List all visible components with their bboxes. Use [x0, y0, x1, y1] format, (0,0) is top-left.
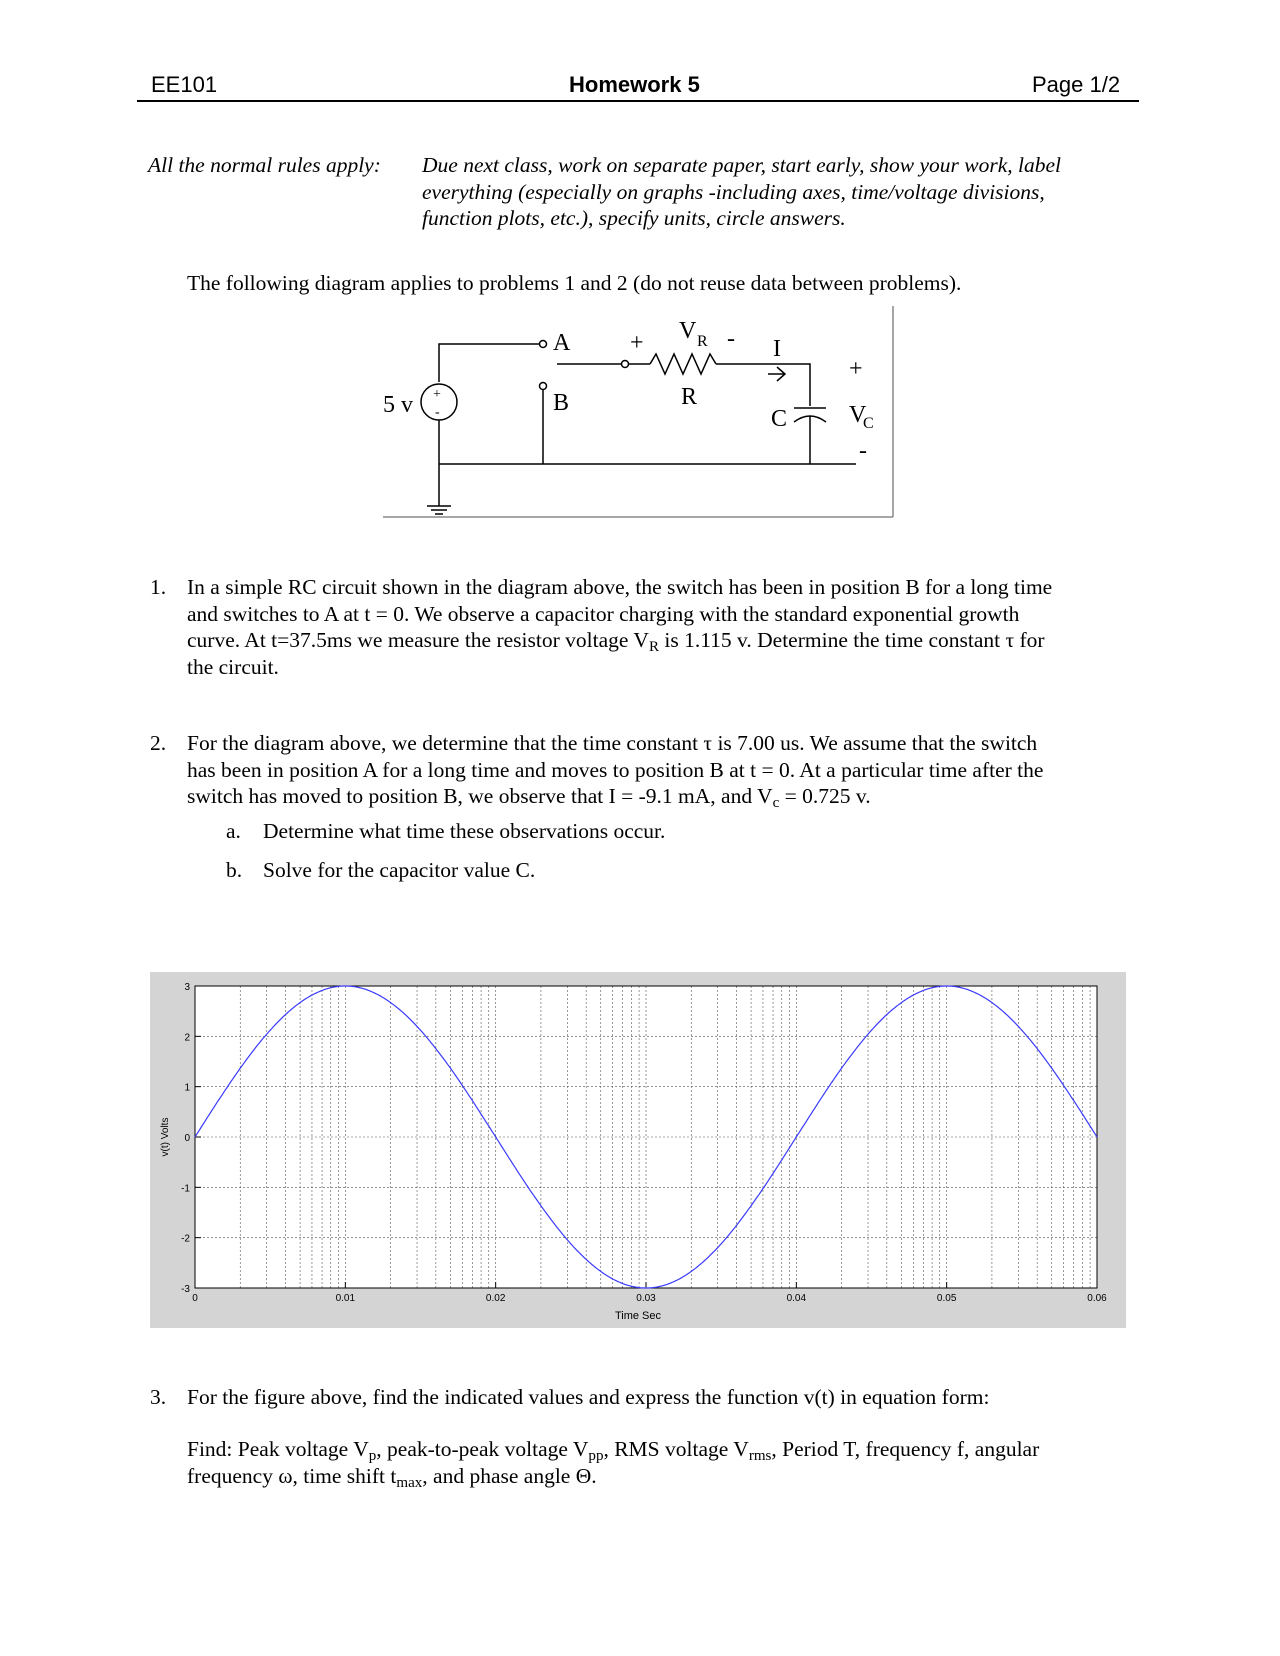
problem-1-line: and switches to A at t = 0. We observe a capacitor charging with the standard exponential growth	[187, 601, 1020, 626]
problem-3-find	[187, 1436, 1039, 1489]
rules-line: function plots, etc.), specify units, circle answers.	[422, 206, 846, 230]
x-tick-label: 0.05	[936, 1293, 957, 1304]
y-tick-label: 1	[184, 1082, 190, 1094]
vr-minus: -	[727, 326, 735, 352]
problem-2-vc-sub: c	[772, 794, 780, 811]
source-plus: +	[433, 387, 441, 402]
course-label: EE101	[151, 72, 218, 97]
y-tick-label: -3	[181, 1284, 190, 1295]
vr-label: V	[679, 318, 697, 344]
problem-2-line: has been in position A for a long time and moves to position B at t = 0. At a particular time after the	[187, 757, 1044, 782]
find-text: frequency ω, time shift t	[187, 1463, 397, 1488]
problem-2-text-b: = 0.725 v.	[779, 784, 871, 808]
find-text: , and phase angle Θ.	[422, 1463, 597, 1488]
sine-wave-plot	[150, 972, 1126, 1328]
find-sub-p: p	[368, 1447, 377, 1464]
find-text: , peak-to-peak voltage V	[376, 1437, 589, 1461]
problem-2-line	[187, 783, 1043, 810]
y-tick-label: -2	[181, 1233, 190, 1245]
find-sub-rms: rms	[748, 1447, 772, 1464]
find-text: , RMS voltage V	[603, 1437, 749, 1461]
find-sub-max: max	[396, 1474, 423, 1491]
y-axis-label: v(t) Volts	[160, 1117, 171, 1157]
y-tick-label: 0	[184, 1133, 190, 1144]
x-tick-label: 0.02	[485, 1293, 506, 1304]
problem-1-line	[187, 627, 1052, 654]
y-tick-label: -1	[181, 1183, 190, 1195]
source-label: 5 v	[383, 392, 413, 418]
header-rule	[137, 100, 1139, 102]
problem-2-line: For the diagram above, we determine that the time constant τ is 7.00 us. We assume that the switch	[187, 731, 1038, 755]
x-tick-label: 0.04	[786, 1293, 807, 1304]
diagram-intro: The following diagram applies to problems 1 and 2 (do not reuse data between problems).	[187, 271, 962, 295]
problem-2a-text: Determine what time these observations occur.	[263, 819, 666, 843]
rules-text	[422, 152, 1061, 232]
problem-1-text-b: is 1.115 v. Determine the time constant τ for	[658, 628, 1045, 652]
find-text: , Period T, frequency f, angular	[771, 1437, 1040, 1461]
problem-3-number: 3.	[150, 1385, 167, 1409]
resistor-label: R	[681, 384, 698, 410]
capacitor-label: C	[771, 406, 788, 432]
problem-2-number: 2.	[150, 731, 167, 755]
problem-1-line: the circuit.	[187, 654, 279, 679]
find-text: Find: Peak voltage V	[187, 1437, 369, 1461]
switch-a-label: A	[553, 330, 571, 356]
current-label: I	[773, 336, 781, 362]
problem-1-number: 1.	[150, 575, 167, 599]
page-number: Page 1/2	[1032, 72, 1121, 97]
vc-label: V	[849, 402, 867, 428]
problem-1-text	[187, 574, 1052, 680]
problem-2-text-a: switch has moved to position B, we observe that I = -9.1 mA, and V	[187, 784, 773, 808]
problem-3-text: For the figure above, find the indicated values and express the function v(t) in equation form:	[187, 1385, 990, 1409]
problem-2b-text: Solve for the capacitor value C.	[263, 858, 536, 882]
vr-plus: +	[630, 330, 644, 356]
x-axis-label: Time Sec	[614, 1310, 662, 1322]
vc-plus: +	[849, 356, 863, 382]
rules-line: everything (especially on graphs -including axes, time/voltage divisions,	[422, 179, 1045, 204]
source-minus: -	[435, 405, 440, 420]
vc-subscript: C	[863, 415, 874, 432]
problem-3-find-line	[187, 1463, 1039, 1490]
rc-circuit-diagram	[383, 306, 895, 518]
problem-1-text-a: curve. At t=37.5ms we measure the resistor voltage V	[187, 628, 649, 652]
rules-label: All the normal rules apply:	[148, 153, 381, 177]
homework-title: Homework 5	[569, 72, 700, 97]
problem-3-find-line	[187, 1436, 1039, 1463]
x-tick-label: 0.01	[335, 1293, 356, 1304]
vr-subscript: R	[697, 333, 708, 350]
switch-b-label: B	[553, 390, 570, 416]
x-tick-label: 0	[192, 1293, 198, 1304]
problem-1-vr-sub: R	[648, 638, 659, 655]
vc-minus: -	[859, 438, 867, 464]
problem-2b-label: b.	[226, 858, 243, 882]
y-tick-label: 2	[184, 1032, 190, 1044]
find-sub-pp: pp	[588, 1447, 604, 1464]
problem-2a-label: a.	[226, 819, 241, 843]
y-tick-label: 3	[184, 982, 190, 993]
x-tick-label: 0.03	[636, 1293, 656, 1304]
rules-line: Due next class, work on separate paper, start early, show your work, label	[422, 153, 1061, 177]
problem-2-text	[187, 730, 1043, 810]
x-tick-label: 0.06	[1087, 1293, 1107, 1304]
problem-1-line: In a simple RC circuit shown in the diagram above, the switch has been in position B for a long time	[187, 575, 1053, 599]
